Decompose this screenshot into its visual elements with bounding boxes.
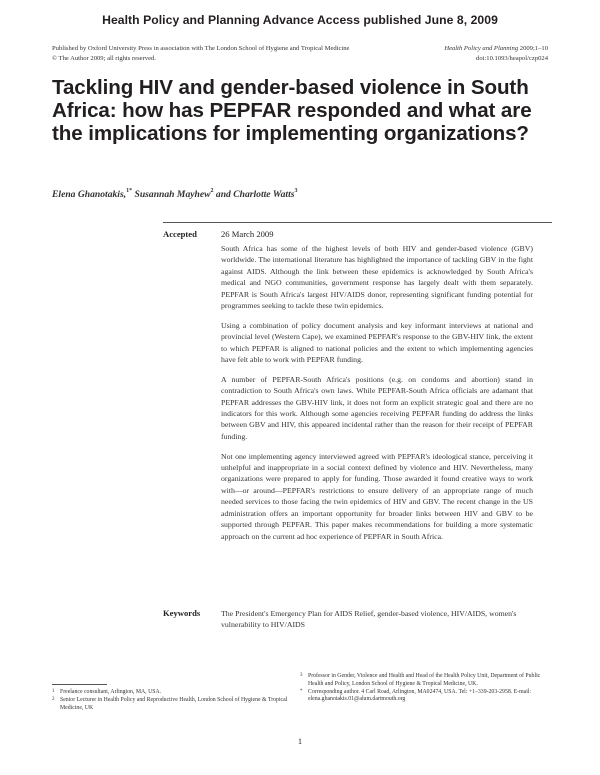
footnote <box>300 673 545 688</box>
accepted-date: 26 March 2009 <box>221 229 274 239</box>
footnote-text: Professor in Gender, Violence and Health and Head of the Health Policy Unit, Department of Public Health and Policy, London School of Hygiene & Tropical Medicine, UK. <box>308 673 541 687</box>
author-name: Elena Ghanotakis, <box>52 189 127 200</box>
accepted-label: Accepted <box>163 229 197 239</box>
article-title: Tackling HIV and gender-based violence in South Africa: how has PEPFAR responded and what are the implications for implementing organizations? <box>52 76 532 146</box>
footnotes-left-column <box>52 689 292 713</box>
page-number: 1 <box>297 737 303 746</box>
footnote-mark: 3 <box>300 673 303 678</box>
journal-citation-line <box>444 44 548 54</box>
publisher-line: Published by Oxford University Press in association with The London School of Hygiene and Tropical Medicine <box>52 45 350 52</box>
author-name: Susannah Mayhew <box>134 189 211 200</box>
footnote <box>300 689 545 704</box>
footnote-mark: 1 <box>52 689 55 694</box>
keywords-label: Keywords <box>163 608 201 618</box>
footnote-text: Senior Lecturer in Health Policy and Reproductive Health, London School of Hygiene & Tropical Medicine, UK <box>60 697 288 711</box>
author-affiliation-mark: 3 <box>294 188 298 194</box>
footnote <box>52 697 292 712</box>
footnote-text: Corresponding author. 4 Carl Road, Arlington, MA02474, USA. Tel: +1–339-203-2958. E-mail: elena.ghanotakis.01@alum.dartmouth.org <box>308 688 532 703</box>
abstract-paragraph: Using a combination of policy document analysis and key informant interviews at national and provincial level (Western Cape), we examined PEPFAR's response to the GBV-HIV link, the extent to which PEPFAR is aligned to national policies and the extent to which implementing agencies have felt able to work with PEPFAR funding. <box>221 320 533 365</box>
copyright-line: © The Author 2009; all rights reserved. <box>52 54 156 62</box>
journal-info <box>444 44 548 63</box>
abstract-paragraph: South Africa has some of the highest levels of both HIV and gender-based violence (GBV) worldwide. The international literature has highlighted the importance of tackling GBV in the fight against AIDS. Although the link between these epidemics is acknowledged by South Africa's medical and NGO communities, government response has largely dealt with them separately. PEPFAR is South Africa's largest HIV/AIDS donor, representing significant funding potential for programmes seeking to tackle these twin epidemics. <box>221 244 533 311</box>
author-list <box>52 189 297 200</box>
footnotes-right-column <box>300 673 545 704</box>
author-affiliation-mark: 1* <box>126 188 133 194</box>
publisher-info <box>52 44 349 63</box>
journal-citation: 2009;1–10 <box>519 45 548 52</box>
author-affiliation-mark: 2 <box>210 188 214 194</box>
footnote-rule <box>52 684 107 685</box>
author-name: Charlotte Watts <box>233 189 295 200</box>
abstract-paragraph: Not one implementing agency interviewed agreed with PEPFAR's ideological stance, perceiving it unhelpful and inappropriate in a social context defined by violence and HIV. Nevertheless, many organizations were prepared to apply for funding. Those awarded it found creative ways to work with—or around—PEPFAR's restrictions to ensure delivery of an appropriate range of much needed services to those facing the twin epidemics of HIV and GBV. The recent change in the US administration offers an important opportunity for broader links between HIV and GBV to be supported through PEPFAR. This paper makes recommendations for building a more systematic approach on the current ad hoc experience of PEPFAR in South Africa. <box>221 451 533 541</box>
footnote-text: Freelance consultant, Arlington, MA, USA. <box>60 689 162 695</box>
footnote-mark: 2 <box>52 697 55 703</box>
advance-access-banner: Health Policy and Planning Advance Access published June 8, 2009 <box>102 13 498 27</box>
author-conjunction: and <box>215 189 231 200</box>
journal-name: Health Policy and Planning <box>444 45 519 52</box>
abstract-top-rule <box>163 222 552 223</box>
footnote <box>52 689 292 697</box>
footnote-mark: * <box>300 688 303 694</box>
abstract <box>221 243 533 550</box>
journal-doi: doi:10.1093/heapol/czp024 <box>476 54 548 62</box>
abstract-paragraph: A number of PEPFAR-South Africa's positions (e.g. on condoms and abortion) stand in contradiction to South Africa's own laws. While PEPFAR-South Africa officials are adamant that PEPFAR addresses the GBV-HIV link, it does not form an explicit strategic goal and there are no indicators for this work. Although some agencies receiving PEPFAR funding do address the links between GBV and HIV, this appeared incidental rather than the reason for their receipt of PEPFAR funding. <box>221 374 533 441</box>
keywords-text: The President's Emergency Plan for AIDS Relief, gender-based violence, HIV/AIDS, women's vulnerability to HIV/AIDS <box>221 609 517 630</box>
